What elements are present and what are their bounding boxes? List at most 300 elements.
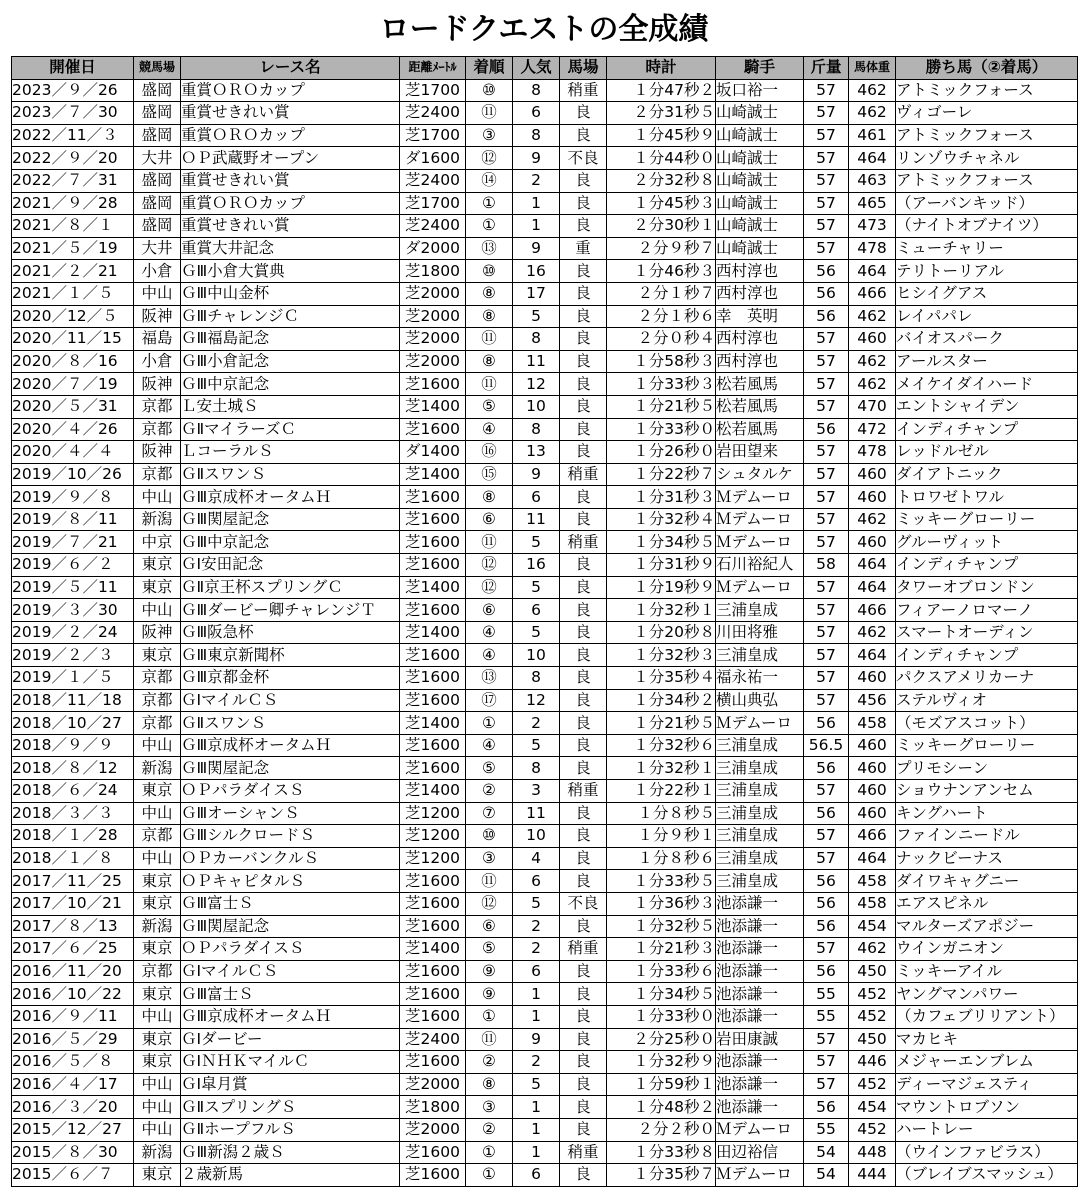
cell-race: ＧⅠＮＨＫマイルＣ: [181, 1051, 400, 1074]
cell-finish: ④: [466, 734, 513, 757]
cell-winner: ヒシイグアス: [896, 282, 1078, 305]
cell-distance: 芝2400: [400, 169, 466, 192]
cell-time: １分36秒３: [607, 892, 716, 915]
cell-winner: アトミックフォース: [896, 79, 1078, 102]
cell-jockey: 山崎誠士: [716, 237, 804, 260]
cell-winner: レッドルゼル: [896, 441, 1078, 464]
cell-track-condition: 良: [560, 373, 607, 396]
cell-date: 2017／10／21: [12, 892, 134, 915]
cell-jockey: 池添謙一: [716, 983, 804, 1006]
cell-finish: ⑤: [466, 938, 513, 961]
cell-track-condition: 良: [560, 102, 607, 125]
table-row: [12, 599, 1078, 622]
cell-jockey: 池添謙一: [716, 1073, 804, 1096]
cell-body-weight: 462: [849, 508, 896, 531]
cell-body-weight: 448: [849, 1141, 896, 1164]
cell-distance: 芝2400: [400, 102, 466, 125]
cell-track-condition: 良: [560, 734, 607, 757]
cell-track-condition: 良: [560, 554, 607, 577]
cell-finish: ⑩: [466, 260, 513, 283]
cell-body-weight: 464: [849, 644, 896, 667]
cell-track-condition: 稍重: [560, 780, 607, 803]
cell-popularity: 9: [513, 463, 560, 486]
cell-finish: ①: [466, 712, 513, 735]
cell-popularity: 10: [513, 825, 560, 848]
cell-finish: ③: [466, 124, 513, 147]
cell-date: 2019／５／11: [12, 576, 134, 599]
cell-winner: マルターズアポジー: [896, 915, 1078, 938]
table-row: [12, 1096, 1078, 1119]
cell-track-condition: 良: [560, 1118, 607, 1141]
table-row: [12, 892, 1078, 915]
cell-weight: 57: [804, 599, 849, 622]
cell-popularity: 4: [513, 847, 560, 870]
cell-race: ＧⅠマイルＣＳ: [181, 960, 400, 983]
cell-popularity: 2: [513, 1051, 560, 1074]
cell-venue: 京都: [134, 395, 181, 418]
cell-track-condition: 良: [560, 621, 607, 644]
cell-popularity: 11: [513, 350, 560, 373]
cell-jockey: 坂口裕一: [716, 79, 804, 102]
cell-venue: 阪神: [134, 373, 181, 396]
cell-body-weight: 460: [849, 531, 896, 554]
cell-track-condition: 良: [560, 508, 607, 531]
cell-popularity: 8: [513, 79, 560, 102]
cell-time: １分58秒３: [607, 350, 716, 373]
cell-jockey: 池添謙一: [716, 960, 804, 983]
cell-jockey: 池添謙一: [716, 915, 804, 938]
cell-distance: 芝2000: [400, 350, 466, 373]
cell-date: 2019／９／８: [12, 486, 134, 509]
cell-finish: ②: [466, 1118, 513, 1141]
col-header-jockey: 騎手: [716, 57, 804, 80]
cell-body-weight: 452: [849, 983, 896, 1006]
cell-venue: 京都: [134, 712, 181, 735]
cell-track-condition: 良: [560, 1096, 607, 1119]
cell-jockey: 幸 英明: [716, 305, 804, 328]
cell-race: ＧⅡマイラーズＣ: [181, 418, 400, 441]
cell-body-weight: 464: [849, 260, 896, 283]
cell-distance: 芝1600: [400, 757, 466, 780]
cell-weight: 55: [804, 1118, 849, 1141]
cell-date: 2019／２／24: [12, 621, 134, 644]
cell-time: １分22秒１: [607, 780, 716, 803]
cell-finish: ⑥: [466, 915, 513, 938]
table-row: [12, 689, 1078, 712]
cell-weight: 56: [804, 870, 849, 893]
cell-time: １分８秒６: [607, 847, 716, 870]
cell-finish: ①: [466, 215, 513, 238]
cell-time: １分33秒０: [607, 1005, 716, 1028]
cell-weight: 57: [804, 689, 849, 712]
cell-finish: ⑧: [466, 1073, 513, 1096]
cell-winner: ファインニードル: [896, 825, 1078, 848]
cell-time: １分21秒３: [607, 938, 716, 961]
cell-finish: ⑪: [466, 870, 513, 893]
cell-body-weight: 478: [849, 441, 896, 464]
cell-weight: 56: [804, 305, 849, 328]
cell-finish: ①: [466, 1005, 513, 1028]
cell-race: ＧⅢ新潟２歳Ｓ: [181, 1141, 400, 1164]
cell-date: 2022／７／31: [12, 169, 134, 192]
cell-date: 2015／８／30: [12, 1141, 134, 1164]
cell-track-condition: 稍重: [560, 1141, 607, 1164]
cell-popularity: 8: [513, 124, 560, 147]
cell-finish: ⑯: [466, 441, 513, 464]
cell-time: ２分０秒４: [607, 328, 716, 351]
cell-jockey: 三浦皇成: [716, 644, 804, 667]
cell-race: ＧⅢ関屋記念: [181, 915, 400, 938]
table-row: [12, 667, 1078, 690]
cell-time: １分44秒０: [607, 147, 716, 170]
cell-weight: 56: [804, 282, 849, 305]
cell-body-weight: 452: [849, 1073, 896, 1096]
cell-distance: 芝1600: [400, 644, 466, 667]
cell-race: ＧⅢ関屋記念: [181, 757, 400, 780]
cell-venue: 東京: [134, 1164, 181, 1187]
cell-winner: タワーオブロンドン: [896, 576, 1078, 599]
cell-venue: 阪神: [134, 305, 181, 328]
cell-venue: 大井: [134, 237, 181, 260]
cell-time: １分21秒５: [607, 395, 716, 418]
cell-body-weight: 458: [849, 712, 896, 735]
cell-distance: 芝1400: [400, 712, 466, 735]
table-row: [12, 463, 1078, 486]
cell-distance: 芝2000: [400, 282, 466, 305]
cell-winner: インディチャンプ: [896, 418, 1078, 441]
cell-weight: 57: [804, 938, 849, 961]
cell-time: １分８秒５: [607, 802, 716, 825]
table-row: [12, 237, 1078, 260]
cell-distance: 芝2000: [400, 328, 466, 351]
cell-venue: 中山: [134, 599, 181, 622]
cell-race: ＯＰパラダイスＳ: [181, 780, 400, 803]
cell-race: ＧⅢダービー卿チャレンジＴ: [181, 599, 400, 622]
cell-distance: 芝1600: [400, 531, 466, 554]
table-row: [12, 1118, 1078, 1141]
table-row: [12, 260, 1078, 283]
cell-jockey: 三浦皇成: [716, 802, 804, 825]
cell-track-condition: 良: [560, 350, 607, 373]
table-row: [12, 621, 1078, 644]
cell-winner: エントシャイデン: [896, 395, 1078, 418]
cell-winner: ダイワキャグニー: [896, 870, 1078, 893]
cell-winner: ミッキーグローリー: [896, 508, 1078, 531]
cell-finish: ④: [466, 621, 513, 644]
cell-jockey: 松若風馬: [716, 395, 804, 418]
cell-winner: メジャーエンブレム: [896, 1051, 1078, 1074]
table-row: [12, 983, 1078, 1006]
cell-venue: 小倉: [134, 260, 181, 283]
cell-jockey: シュタルケ: [716, 463, 804, 486]
cell-time: １分31秒３: [607, 486, 716, 509]
cell-race: ＧⅡスプリングＳ: [181, 1096, 400, 1119]
cell-date: 2016／10／22: [12, 983, 134, 1006]
cell-track-condition: 良: [560, 1005, 607, 1028]
cell-track-condition: 良: [560, 1028, 607, 1051]
cell-winner: ウインガニオン: [896, 938, 1078, 961]
cell-venue: 東京: [134, 983, 181, 1006]
cell-winner: トロワゼトワル: [896, 486, 1078, 509]
cell-winner: プリモシーン: [896, 757, 1078, 780]
cell-jockey: Ｍデムーロ: [716, 712, 804, 735]
cell-weight: 57: [804, 531, 849, 554]
cell-finish: ⑪: [466, 1028, 513, 1051]
cell-popularity: 17: [513, 282, 560, 305]
cell-weight: 57: [804, 1073, 849, 1096]
cell-finish: ⑪: [466, 102, 513, 125]
cell-body-weight: 473: [849, 215, 896, 238]
cell-venue: 盛岡: [134, 124, 181, 147]
cell-venue: 東京: [134, 870, 181, 893]
cell-distance: 芝1600: [400, 689, 466, 712]
cell-winner: テリトーリアル: [896, 260, 1078, 283]
cell-venue: 京都: [134, 825, 181, 848]
cell-race: ＧⅢ東京新聞杯: [181, 644, 400, 667]
cell-body-weight: 450: [849, 960, 896, 983]
cell-popularity: 5: [513, 531, 560, 554]
cell-date: 2018／８／12: [12, 757, 134, 780]
cell-finish: ⑥: [466, 599, 513, 622]
table-row: [12, 757, 1078, 780]
cell-race: ＧⅢ京都金杯: [181, 667, 400, 690]
cell-popularity: 8: [513, 757, 560, 780]
table-row: [12, 1073, 1078, 1096]
cell-popularity: 9: [513, 147, 560, 170]
cell-time: １分31秒９: [607, 554, 716, 577]
cell-track-condition: 良: [560, 757, 607, 780]
cell-venue: 中山: [134, 486, 181, 509]
cell-race: ＧⅡ京王杯スプリングＣ: [181, 576, 400, 599]
cell-time: １分33秒８: [607, 1141, 716, 1164]
cell-distance: ダ1600: [400, 147, 466, 170]
cell-finish: ⑪: [466, 328, 513, 351]
cell-weight: 57: [804, 621, 849, 644]
cell-date: 2022／11／３: [12, 124, 134, 147]
cell-jockey: Ｍデムーロ: [716, 531, 804, 554]
cell-finish: ⑫: [466, 147, 513, 170]
col-header-time: 時計: [607, 57, 716, 80]
cell-race: ＧⅢ福島記念: [181, 328, 400, 351]
cell-weight: 57: [804, 102, 849, 125]
cell-race: ＧⅠマイルＣＳ: [181, 689, 400, 712]
cell-body-weight: 466: [849, 599, 896, 622]
cell-jockey: 三浦皇成: [716, 870, 804, 893]
cell-jockey: 西村淳也: [716, 260, 804, 283]
cell-jockey: 西村淳也: [716, 328, 804, 351]
cell-venue: 京都: [134, 960, 181, 983]
col-header-popularity: 人気: [513, 57, 560, 80]
cell-distance: 芝1600: [400, 486, 466, 509]
cell-weight: 57: [804, 1051, 849, 1074]
table-row: [12, 802, 1078, 825]
cell-race: ＧⅢ小倉大賞典: [181, 260, 400, 283]
cell-winner: アトミックフォース: [896, 124, 1078, 147]
cell-jockey: 池添謙一: [716, 892, 804, 915]
cell-time: １分33秒０: [607, 418, 716, 441]
cell-time: １分33秒３: [607, 373, 716, 396]
cell-time: １分34秒５: [607, 531, 716, 554]
cell-body-weight: 462: [849, 938, 896, 961]
cell-weight: 57: [804, 395, 849, 418]
cell-weight: 57: [804, 644, 849, 667]
cell-weight: 56: [804, 892, 849, 915]
cell-popularity: 6: [513, 599, 560, 622]
cell-winner: ミッキーグローリー: [896, 734, 1078, 757]
table-row: [12, 554, 1078, 577]
cell-race: 重賞大井記念: [181, 237, 400, 260]
cell-body-weight: 472: [849, 418, 896, 441]
cell-time: １分32秒１: [607, 599, 716, 622]
table-row: [12, 870, 1078, 893]
table-row: [12, 915, 1078, 938]
cell-distance: 芝1400: [400, 780, 466, 803]
cell-body-weight: 465: [849, 192, 896, 215]
cell-finish: ②: [466, 1051, 513, 1074]
cell-weight: 57: [804, 463, 849, 486]
cell-finish: ⑦: [466, 802, 513, 825]
cell-distance: 芝1400: [400, 938, 466, 961]
cell-date: 2016／５／８: [12, 1051, 134, 1074]
cell-distance: 芝1200: [400, 802, 466, 825]
cell-track-condition: 良: [560, 418, 607, 441]
cell-race: 重賞ＯＲＯカップ: [181, 124, 400, 147]
cell-jockey: 山崎誠士: [716, 102, 804, 125]
cell-finish: ⑤: [466, 757, 513, 780]
cell-winner: インディチャンプ: [896, 554, 1078, 577]
cell-race: ＬコーラルＳ: [181, 441, 400, 464]
cell-venue: 東京: [134, 576, 181, 599]
cell-time: ２分９秒７: [607, 237, 716, 260]
cell-winner: アトミックフォース: [896, 169, 1078, 192]
cell-weight: 56: [804, 712, 849, 735]
cell-track-condition: 良: [560, 441, 607, 464]
cell-finish: ⑫: [466, 576, 513, 599]
cell-distance: 芝1600: [400, 418, 466, 441]
cell-popularity: 11: [513, 508, 560, 531]
cell-distance: 芝2000: [400, 1073, 466, 1096]
cell-finish: ②: [466, 780, 513, 803]
cell-winner: （カフェブリリアント）: [896, 1005, 1078, 1028]
cell-race: ＧⅡホープフルＳ: [181, 1118, 400, 1141]
cell-track-condition: 良: [560, 847, 607, 870]
cell-weight: 57: [804, 576, 849, 599]
cell-weight: 57: [804, 847, 849, 870]
cell-popularity: 5: [513, 576, 560, 599]
cell-distance: 芝1600: [400, 667, 466, 690]
cell-finish: ⑪: [466, 531, 513, 554]
cell-body-weight: 462: [849, 305, 896, 328]
cell-body-weight: 460: [849, 734, 896, 757]
cell-distance: 芝1600: [400, 599, 466, 622]
cell-date: 2022／９／20: [12, 147, 134, 170]
cell-winner: ディーマジェスティ: [896, 1073, 1078, 1096]
cell-race: ＧⅢシルクロードＳ: [181, 825, 400, 848]
cell-popularity: 16: [513, 260, 560, 283]
cell-date: 2019／７／21: [12, 531, 134, 554]
cell-date: 2021／９／28: [12, 192, 134, 215]
cell-popularity: 2: [513, 938, 560, 961]
cell-distance: 芝1200: [400, 847, 466, 870]
cell-venue: 盛岡: [134, 102, 181, 125]
table-row: [12, 644, 1078, 667]
cell-finish: ⑩: [466, 825, 513, 848]
cell-track-condition: 不良: [560, 147, 607, 170]
cell-track-condition: 良: [560, 576, 607, 599]
cell-time: １分９秒１: [607, 825, 716, 848]
cell-time: １分45秒３: [607, 192, 716, 215]
cell-date: 2021／２／21: [12, 260, 134, 283]
table-row: [12, 395, 1078, 418]
cell-race: ＧⅢ富士Ｓ: [181, 892, 400, 915]
table-row: [12, 780, 1078, 803]
cell-date: 2016／３／20: [12, 1096, 134, 1119]
cell-popularity: 1: [513, 1096, 560, 1119]
cell-popularity: 9: [513, 1028, 560, 1051]
table-row: [12, 215, 1078, 238]
cell-venue: 新潟: [134, 757, 181, 780]
cell-venue: 盛岡: [134, 215, 181, 238]
cell-popularity: 6: [513, 486, 560, 509]
cell-distance: 芝1600: [400, 983, 466, 1006]
cell-track-condition: 良: [560, 870, 607, 893]
results-table: [11, 56, 1078, 1187]
cell-time: １分19秒９: [607, 576, 716, 599]
cell-finish: ⑪: [466, 373, 513, 396]
cell-finish: ③: [466, 1096, 513, 1119]
cell-winner: ミッキーアイル: [896, 960, 1078, 983]
cell-body-weight: 464: [849, 147, 896, 170]
cell-track-condition: 良: [560, 644, 607, 667]
cell-date: 2019／１／５: [12, 667, 134, 690]
cell-venue: 東京: [134, 1051, 181, 1074]
cell-time: １分20秒８: [607, 621, 716, 644]
cell-race: ＧⅠダービー: [181, 1028, 400, 1051]
cell-weight: 57: [804, 237, 849, 260]
cell-jockey: Ｍデムーロ: [716, 1164, 804, 1187]
cell-jockey: 山崎誠士: [716, 124, 804, 147]
cell-body-weight: 462: [849, 621, 896, 644]
cell-weight: 56: [804, 1096, 849, 1119]
cell-body-weight: 450: [849, 1028, 896, 1051]
table-row: [12, 373, 1078, 396]
cell-jockey: 山崎誠士: [716, 215, 804, 238]
table-row: [12, 441, 1078, 464]
cell-body-weight: 478: [849, 237, 896, 260]
cell-race: ＧⅢ中京記念: [181, 531, 400, 554]
table-row: [12, 147, 1078, 170]
cell-time: １分33秒６: [607, 960, 716, 983]
cell-body-weight: 470: [849, 395, 896, 418]
cell-venue: 京都: [134, 463, 181, 486]
cell-track-condition: 良: [560, 215, 607, 238]
cell-finish: ⑨: [466, 960, 513, 983]
cell-body-weight: 452: [849, 1118, 896, 1141]
cell-date: 2020／11／15: [12, 328, 134, 351]
cell-winner: マウントロブソン: [896, 1096, 1078, 1119]
cell-body-weight: 460: [849, 757, 896, 780]
cell-body-weight: 460: [849, 802, 896, 825]
cell-race: Ｌ安土城Ｓ: [181, 395, 400, 418]
cell-body-weight: 458: [849, 870, 896, 893]
cell-weight: 57: [804, 1028, 849, 1051]
cell-jockey: 三浦皇成: [716, 780, 804, 803]
cell-finish: ⑧: [466, 305, 513, 328]
cell-race: ＧⅢ関屋記念: [181, 508, 400, 531]
col-header-distance: 距離ﾒｰﾄﾙ: [400, 57, 466, 80]
cell-popularity: 5: [513, 734, 560, 757]
cell-jockey: 池添謙一: [716, 1096, 804, 1119]
